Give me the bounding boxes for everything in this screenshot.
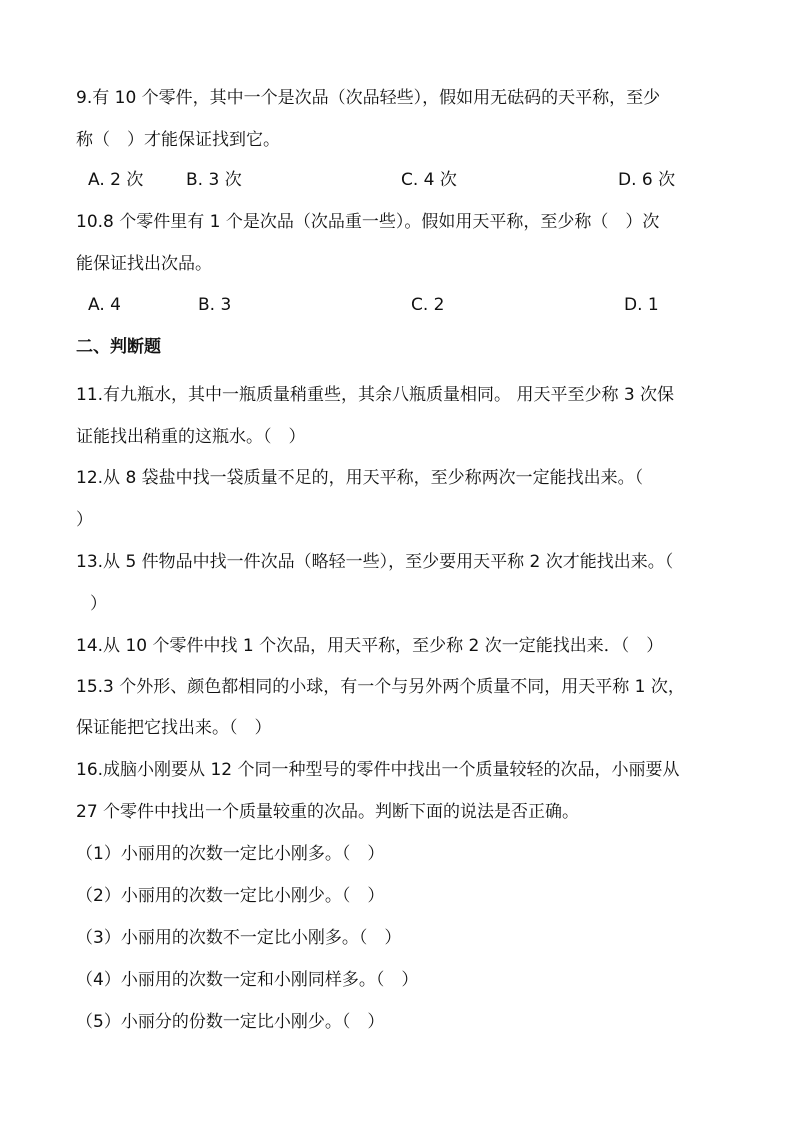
q16-item-5: （5）小丽分的份数一定比小刚少。（ ） xyxy=(76,1012,385,1032)
q13-text-line-2: ） xyxy=(90,594,107,614)
q15-text-line-1: 15.3 个外形、颜色都相同的小球，有一个与另外两个质量不同，用天平称 1 次， xyxy=(76,677,685,697)
q9-option-d: D. 6 次 xyxy=(618,170,676,190)
q12-text-line-2: ） xyxy=(76,510,93,530)
q10-text-line-2: 能保证找出次品。 xyxy=(76,254,212,274)
q13-text-line-1: 13.从 5 件物品中找一件次品（略轻一些），至少要用天平称 2 次才能找出来。（ xyxy=(76,552,674,572)
q11-text-line-1: 11.有九瓶水，其中一瓶质量稍重些，其余八瓶质量相同。 用天平至少称 3 次保 xyxy=(76,385,675,405)
q10-text-line-1: 10.8 个零件里有 1 个是次品（次品重一些）。假如用天平称，至少称（ ）次 xyxy=(76,212,660,232)
q16-text-line-2: 27 个零件中找出一个质量较重的次品。判断下面的说法是否正确。 xyxy=(76,802,580,822)
q9-text-line-1: 9.有 10 个零件，其中一个是次品（次品轻些），假如用无砝码的天平称，至少 xyxy=(76,88,661,108)
q9-option-b: B. 3 次 xyxy=(186,170,242,190)
q10-option-b: B. 3 xyxy=(198,295,232,315)
q16-item-1: （1）小丽用的次数一定比小刚多。（ ） xyxy=(76,844,385,864)
q9-option-a: A. 2 次 xyxy=(88,170,144,190)
q10-option-a: A. 4 xyxy=(88,295,121,315)
q16-item-3: （3）小丽用的次数不一定比小刚多。（ ） xyxy=(76,928,402,948)
q9-text-line-2: 称（ ）才能保证找到它。 xyxy=(76,130,280,150)
q15-text-line-2: 保证能把它找出来。（ ） xyxy=(76,718,272,738)
q10-options xyxy=(0,293,794,317)
section-title-judgement: 二、判断题 xyxy=(76,337,161,357)
q11-text-line-2: 证能找出稍重的这瓶水。（ ） xyxy=(76,427,306,447)
q12-text-line-1: 12.从 8 袋盐中找一袋质量不足的，用天平称，至少称两次一定能找出来。（ xyxy=(76,468,644,488)
q16-item-2: （2）小丽用的次数一定比小刚少。（ ） xyxy=(76,886,385,906)
q9-option-c: C. 4 次 xyxy=(401,170,457,190)
q10-option-d: D. 1 xyxy=(624,295,659,315)
q16-text-line-1: 16.成脑小刚要从 12 个同一种型号的零件中找出一个质量较轻的次品，小丽要从 xyxy=(76,760,680,780)
q16-item-4: （4）小丽用的次数一定和小刚同样多。（ ） xyxy=(76,970,419,990)
q10-option-c: C. 2 xyxy=(411,295,445,315)
q14-text-line-1: 14.从 10 个零件中找 1 个次品，用天平称，至少称 2 次一定能找出来．（ ） xyxy=(76,636,664,656)
q9-options xyxy=(0,168,794,192)
